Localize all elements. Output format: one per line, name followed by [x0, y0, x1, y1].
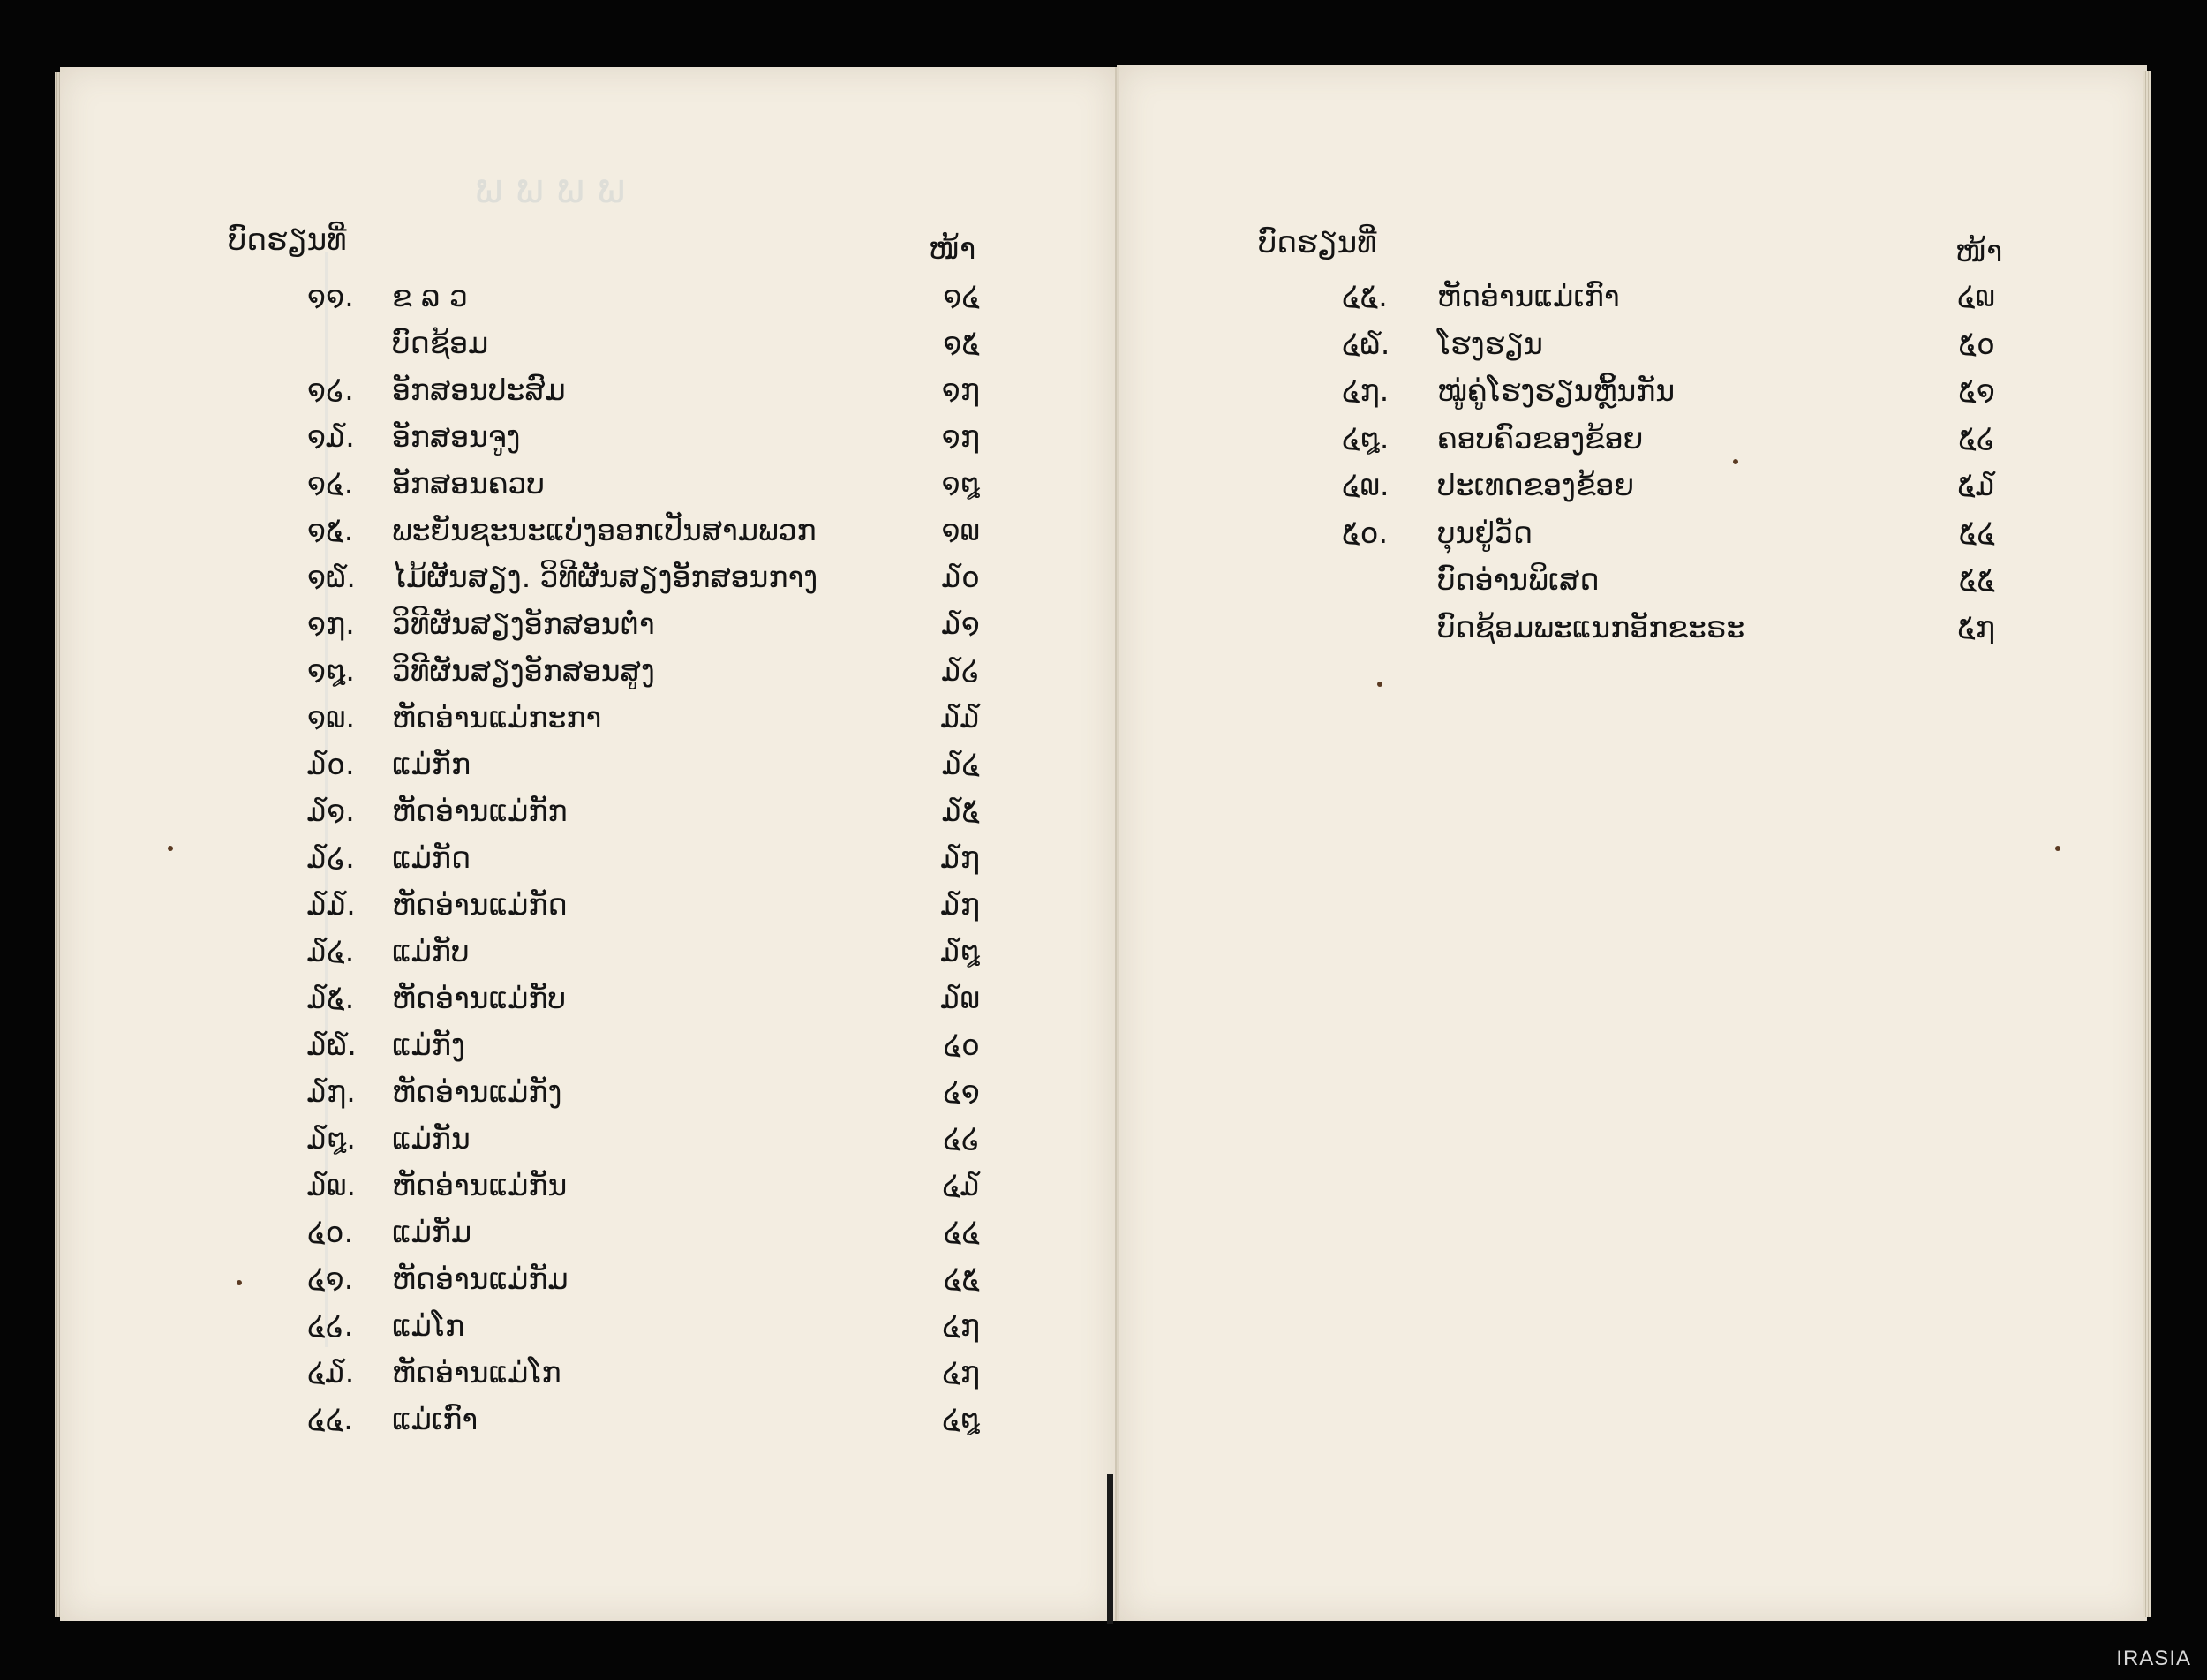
- toc-entry-page: ໕໐: [1958, 326, 1995, 361]
- toc-entry-page: ໔໔: [943, 1215, 980, 1249]
- toc-entry-page: ໔໙: [1957, 279, 1995, 313]
- toc-entry-title: ແມ່ເກົາ: [392, 1402, 478, 1436]
- toc-entry-page: ໔໗: [942, 1355, 980, 1390]
- toc-entry-number: ໓໘.: [307, 1121, 356, 1156]
- toc-entry-page: ໓໑: [941, 606, 980, 641]
- toc-entry-number: ໑໑.: [307, 279, 354, 313]
- toc-entry-number: ໑໓.: [307, 419, 355, 454]
- toc-entry-page: ໕໔: [1958, 515, 1995, 550]
- toc-entry-page: ໕໑: [1958, 373, 1995, 408]
- toc-entry-page: ໕໕: [1958, 562, 1995, 597]
- toc-entry-page: ໓໕: [942, 794, 980, 828]
- toc-entry-page: ໔໗: [942, 1308, 980, 1343]
- toc-entry-number: ໔໙.: [1342, 468, 1390, 502]
- toc-entry-number: ໓໐.: [307, 747, 355, 781]
- toc-entry-title: ແມ່ກັນ: [392, 1121, 471, 1156]
- toc-entry-title: ຫັດອ່ານແມ່ກັດ: [392, 887, 568, 922]
- left-header-chapter: ບົດຮຽນທີ່: [228, 222, 347, 258]
- toc-entry-page: ໕໒: [1958, 420, 1995, 456]
- toc-entry-title: ຫັດອ່ານແມ່ກັບ: [392, 981, 567, 1015]
- toc-entry-number: ໓໙.: [307, 1168, 356, 1202]
- toc-entry-number: ໓໓.: [307, 887, 356, 922]
- toc-entry-page: ໕໓: [1957, 468, 1995, 502]
- toc-entry-number: ໔໘.: [1342, 420, 1390, 456]
- toc-entry-number: ໕໐.: [1342, 515, 1389, 550]
- toc-entry-page: ໑໗: [941, 419, 980, 454]
- toc-entry-title: ບົດຊ້ອມພະແນກອັກຂະຣະ: [1437, 609, 1745, 644]
- right-header-chapter: ບົດຮຽນທີ່: [1258, 225, 1377, 260]
- toc-entry-title: ອັກສອນປະສົມ: [392, 373, 566, 407]
- toc-entry-title: ຫັດອ່ານແມ່ກັນ: [392, 1168, 568, 1202]
- toc-entry-number: ໓໕.: [307, 981, 355, 1015]
- watermark: IRASIA: [2116, 1646, 2191, 1670]
- toc-entry-title: ຫັດອ່ານແມ່ກັກ: [392, 794, 568, 828]
- toc-entry-title: ແມ່ກັງ: [392, 1028, 465, 1062]
- toc-entry-title: ພະຍັນຊະນະແບ່ງອອກເປັນສາມພວກ: [392, 513, 817, 547]
- toc-entry-page: ໓໒: [941, 653, 980, 688]
- toc-entry-page: ໔໑: [943, 1074, 980, 1109]
- toc-entry-title: ຫັດອ່ານແມ່ກັມ: [392, 1262, 569, 1296]
- toc-entry-title: ຄອບຄົວຂອງຂ້ອຍ: [1437, 420, 1644, 456]
- toc-entry-title: ໝູ່ຄູ່ໂຮງຮຽນຫຼິ້ນກັນ: [1437, 373, 1676, 408]
- toc-entry-number: ໔໑.: [307, 1262, 354, 1296]
- right-page-edge: [2143, 71, 2151, 1617]
- toc-entry-title: ຫັດອ່ານແມ່ໂກ: [392, 1355, 561, 1390]
- toc-entry-title: ຫັດອ່ານແມ່ເກົາ: [1437, 279, 1620, 313]
- toc-entry-title: ຂ ລ ວ: [392, 279, 468, 313]
- toc-entry-number: ໑໘.: [307, 653, 355, 688]
- toc-entry-title: ບົດອ່ານພິເສດ: [1437, 562, 1600, 597]
- toc-entry-page: ໑໕: [943, 326, 980, 360]
- toc-entry-number: ໑໕.: [307, 513, 354, 547]
- toc-entry-number: ໔໕.: [1342, 279, 1388, 313]
- toc-entry-title: ແມ່ກັກ: [392, 747, 471, 781]
- toc-entry-number: ໑໒.: [307, 373, 354, 407]
- toc-entry-title: ໄມ້ຜັນສຽງ. ວິທີຜັນສຽງອັກສອນກາງ: [392, 560, 818, 594]
- spine-mark: [1107, 1474, 1113, 1624]
- toc-entry-page: ໔໒: [943, 1121, 980, 1156]
- toc-entry-page: ໓໘: [940, 934, 980, 968]
- toc-entry-page: ໑໙: [941, 513, 980, 547]
- paper-speck: [168, 846, 173, 851]
- toc-entry-title: ວິທີຜັນສຽງອັກສອນຕ່ຳ: [392, 606, 655, 641]
- right-header-page: ໜ້າ: [1955, 234, 2003, 269]
- toc-entry-page: ໑໗: [941, 373, 980, 407]
- toc-entry-page: ໔໐: [943, 1028, 980, 1062]
- toc-entry-title: ອັກສອນຄວບ: [392, 466, 546, 501]
- toc-entry-title: ໂຮງຮຽນ: [1437, 326, 1543, 361]
- toc-entry-number: ໓໗.: [307, 1074, 356, 1109]
- toc-entry-page: ໑໘: [941, 466, 980, 501]
- toc-entry-page: ໓໗: [940, 840, 980, 875]
- toc-entry-title: ແມ່ໂກ: [392, 1308, 465, 1343]
- toc-entry-title: ປະເທດຂອງຂ້ອຍ: [1437, 468, 1635, 502]
- left-header-page: ໜ້າ: [929, 231, 976, 267]
- toc-entry-number: ໑໙.: [307, 700, 355, 735]
- toc-entry-number: ໓໔.: [307, 934, 355, 968]
- paper-speck: [1733, 459, 1738, 464]
- toc-entry-number: ໑໖.: [307, 560, 356, 594]
- toc-entry-number: ໑໗.: [307, 606, 355, 641]
- toc-entry-page: ໓໔: [942, 747, 980, 781]
- toc-entry-page: ໓໙: [940, 981, 980, 1015]
- toc-entry-number: ໔໖.: [1342, 326, 1390, 361]
- toc-entry-page: ໔໕: [943, 1262, 980, 1296]
- bleed-through-heading: ພ ພ ພ ພ: [475, 164, 626, 212]
- toc-entry-number: ໔໔.: [307, 1402, 353, 1436]
- toc-entry-page: ໓໐: [941, 560, 980, 594]
- paper-speck: [237, 1280, 242, 1285]
- toc-entry-page: ໔໓: [942, 1168, 980, 1202]
- toc-entry-number: ໔໒.: [307, 1308, 354, 1343]
- toc-entry-title: ວິທີຜັນສຽງອັກສອນສູງ: [392, 653, 655, 688]
- toc-entry-title: ບຸນຢູ່ວັດ: [1437, 515, 1533, 550]
- toc-entry-number: ໓໖.: [307, 1028, 357, 1062]
- paper-speck: [1377, 682, 1382, 687]
- toc-entry-number: ໓໑.: [307, 794, 355, 828]
- toc-entry-title: ຫັດອ່ານແມ່ກະກາ: [392, 700, 602, 735]
- toc-entry-page: ໔໘: [942, 1402, 980, 1436]
- toc-entry-title: ແມ່ກັບ: [392, 934, 470, 968]
- toc-entry-number: ໔໓.: [307, 1355, 355, 1390]
- toc-entry-page: ໓໗: [940, 887, 980, 922]
- toc-entry-number: ໓໒.: [307, 840, 355, 875]
- toc-entry-number: ໔໗.: [1342, 373, 1390, 408]
- toc-entry-page: ໓໓: [940, 700, 980, 735]
- toc-entry-title: ແມ່ກັມ: [392, 1215, 472, 1249]
- toc-entry-number: ໑໔.: [307, 466, 354, 501]
- toc-entry-title: ບົດຊ້ອມ: [392, 326, 489, 360]
- toc-entry-title: ອັກສອນຈູງ: [392, 419, 521, 454]
- toc-entry-title: ຫັດອ່ານແມ່ກັງ: [392, 1074, 562, 1109]
- toc-entry-title: ແມ່ກັດ: [392, 840, 471, 875]
- paper-speck: [2055, 846, 2060, 851]
- toc-entry-number: ໔໐.: [307, 1215, 354, 1249]
- toc-entry-page: ໕໗: [1957, 609, 1995, 644]
- toc-entry-page: ໑໔: [943, 279, 980, 313]
